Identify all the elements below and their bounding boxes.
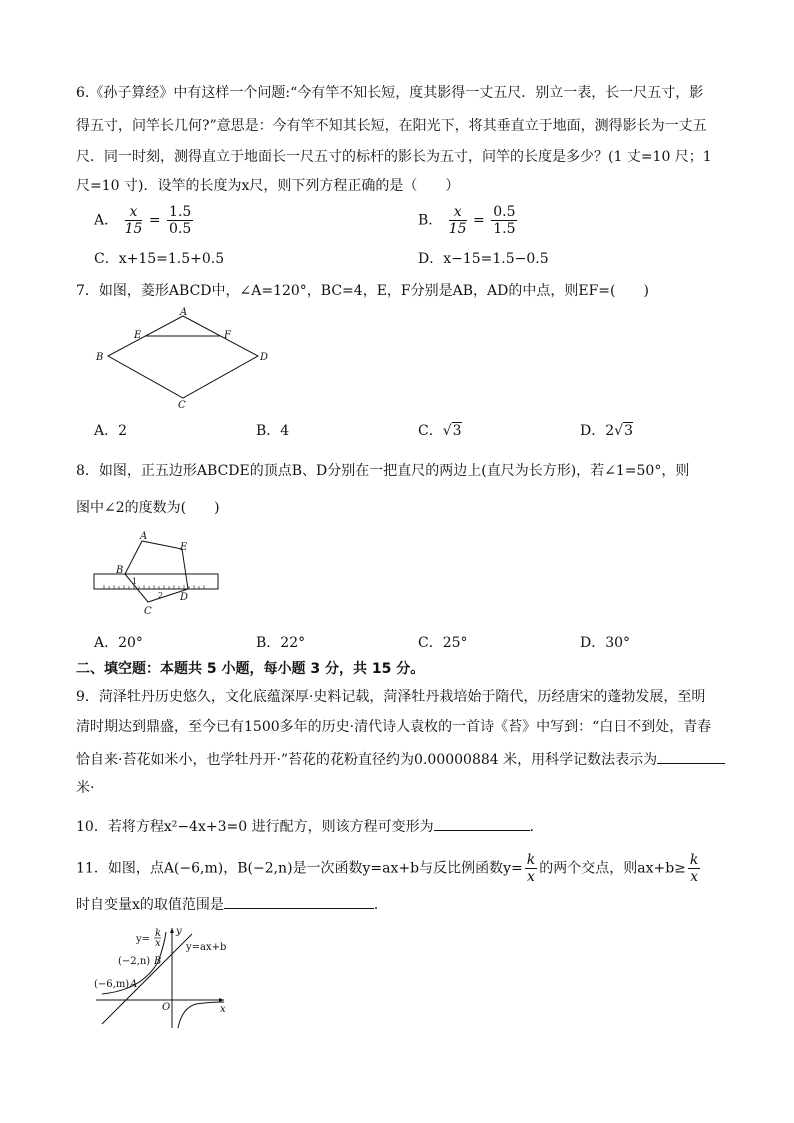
sqrt-sign: √ [442, 423, 452, 439]
answer-blank[interactable] [434, 816, 530, 831]
label-e: E [180, 542, 188, 553]
q6-line-2: 得五寸，问竿长几何?”意思是：今有竿不知其长短，在阳光下，将其垂直立于地面，测得影长为一丈五 [76, 118, 707, 134]
q10-line-1: 10．若将方程x²−4x+3=0 进行配方，则该方程可变形为 ． [76, 816, 756, 836]
q6-option-d: D．x−15=1.5−0.5 [418, 251, 549, 267]
sqrt-sign: √ [614, 423, 624, 439]
q9-line-2: 清时期达到鼎盛，至今已有1500多年的历史·清代诗人袁枚的一首诗《苔》中写到：“白日不到处，青春 [76, 719, 712, 735]
q7-option-a: A．2 [94, 423, 128, 439]
label-point-b: (−2,n) [118, 956, 151, 967]
label-a: A [140, 531, 148, 542]
answer-blank[interactable] [657, 749, 725, 764]
y-axis-arrow [170, 928, 174, 933]
angle-2-label: 2 [158, 591, 164, 600]
function-graph-figure [92, 924, 232, 1032]
q8-line-1: 8．如图，正五边形ABCDE的顶点B、D分别在一把直尺的两边上(直尺为长方形)，若∠1=50°，则 [76, 463, 690, 479]
label-b: B [96, 352, 104, 363]
q9-line-1: 9．菏泽牡丹历史悠久，文化底蕴深厚·史料记载，菏泽牡丹栽培始于隋代，历经唐宋的蓬勃发展，至明 [76, 689, 706, 705]
label-b: B [154, 956, 162, 967]
label-d: D [180, 592, 189, 603]
label-f: F [224, 330, 231, 341]
label-k: k [155, 928, 162, 939]
label-d: D [260, 352, 269, 363]
q8-option-d: D．30° [580, 635, 631, 651]
q6-line-1: 6.《孙子算经》中有这样一个问题:“今有竿不知长短，度其影得一丈五尺．别立一表，长一尺五寸，影 [76, 85, 704, 101]
q11-line-1: 11．如图，点A(−6,m)，B(−2,n)是一次函数y=ax+b与反比例函数y= $\frac{k}{x}$ 的两个交点，则ax+b≥ $\frac{k}{x}$ [76, 852, 699, 885]
q6-line-4: 尺=10 寸)．设竿的长度为x尺，则下列方程正确的是（ ） [76, 178, 460, 194]
label-b: B [116, 565, 124, 576]
pentagon-abcde [125, 541, 188, 602]
ruler [94, 574, 218, 589]
x-axis-arrow [219, 998, 224, 1002]
q7-option-c: C．√3 [418, 423, 462, 439]
label-e: E [134, 330, 142, 341]
section-2-heading: 二、填空题：本题共 5 小题，每小题 3 分，共 15 分。 [76, 661, 425, 677]
label-x-den: x [155, 938, 161, 949]
q6-option-a: A． $\frac{x}{15}$ = $\frac{1.5}{0.5}$ [94, 204, 192, 237]
label-a: A [130, 979, 138, 990]
label-y-kx: y= [136, 934, 151, 945]
q8-line-2: 图中∠2的度数为( ) [76, 500, 220, 516]
label-line-eq: y=ax+b [186, 942, 227, 953]
q6-option-c: C．x+15=1.5+0.5 [94, 251, 225, 267]
q11-line-2: 时自变量x的取值范围是 ． [76, 894, 756, 914]
label-origin: O [162, 1002, 171, 1013]
hyperbola-branch-right [178, 1002, 224, 1028]
label-point-a: (−6,m) [94, 979, 130, 990]
q9-line-4: 米· [76, 780, 95, 796]
q8-option-a: A．20° [94, 635, 143, 651]
ruler-ticks [104, 585, 204, 589]
q9-line-3: 恰自来·苔花如米小，也学牡丹开·”苔花的花粉直径约为0.00000884 米，用科学记数法表示为 [76, 749, 756, 769]
label-a: A [180, 307, 188, 318]
label-x-axis: x [220, 1004, 226, 1015]
angle-1-label: 1 [132, 577, 138, 586]
q8-option-b: B．22° [256, 635, 306, 651]
label-c: C [178, 400, 186, 410]
rhombus-figure [92, 306, 272, 410]
label-y-axis: y [176, 926, 182, 937]
pentagon-ruler-figure [92, 528, 220, 618]
q7-option-b: B．4 [256, 423, 290, 439]
q7-option-d: D．2√3 [580, 423, 633, 439]
answer-blank[interactable] [224, 894, 374, 909]
rhombus-abcd [108, 316, 258, 398]
q8-option-c: C．25° [418, 635, 468, 651]
q6-option-b: B． $\frac{x}{15}$ = $\frac{0.5}{1.5}$ [418, 204, 516, 237]
q6-line-3: 尺．同一时刻，测得直立于地面长一尺五寸的标杆的影长为五寸，问竿的长度是多少？(1 丈=10 尺；1 [76, 149, 712, 165]
label-c: C [144, 606, 152, 617]
q7-line-1: 7．如图，菱形ABCD中，∠A=120°，BC=4，E，F分别是AB，AD的中点，则EF=( ) [76, 283, 649, 299]
